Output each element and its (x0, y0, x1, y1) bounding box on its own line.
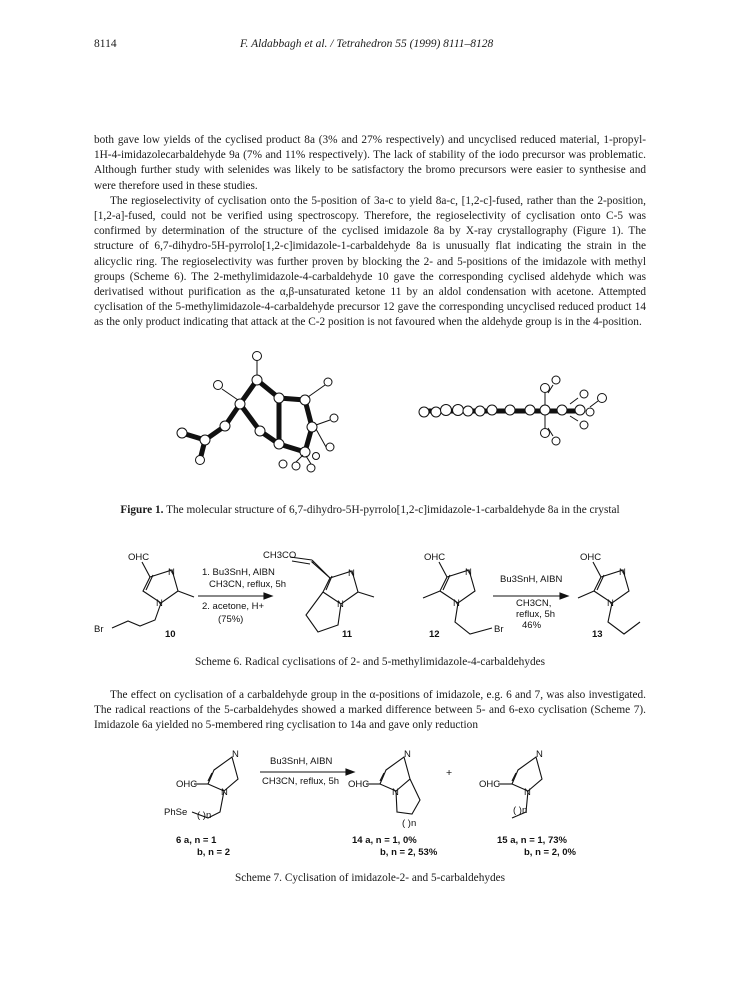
scheme6-cond-b-2: CH3CN, (516, 598, 552, 609)
compound-14a-label: 14 a, n = 1, 0% (352, 835, 417, 846)
scheme7-cond-1: Bu3SnH, AIBN (270, 756, 333, 767)
compound-12-label: 12 (429, 629, 440, 640)
br-label-12: Br (494, 624, 504, 635)
paragraph-3: The effect on cyclisation of a carbaldehyde group in the α-positions of imidazole, e.g. 6 and 7, was also investigated. The radical reactions of the 5-carbaldehydes showed a marked difference between 5- and 6-exo cyclisation (Scheme 7). Imidazole 6a yielded no 5-membered ring cyclisation to 14a and gave only reduction (94, 689, 646, 732)
compound-11-label: 11 (342, 629, 353, 640)
n-label-12b: N (453, 598, 460, 609)
compound-15b-label: b, n = 2, 0% (524, 847, 577, 858)
scheme-6-caption: Scheme 6. Radical cyclisations of 2- and 5-methylimidazole-4-carbaldehydes (194, 656, 546, 668)
n-label-11a: N (348, 568, 355, 579)
n-label-6a: N (232, 749, 239, 760)
n-label-11b: N (337, 599, 344, 610)
n-label-10b: N (156, 598, 163, 609)
ohc-label-6: OHC (176, 779, 198, 790)
compound-6b-label: b, n = 2 (197, 847, 230, 858)
scheme6-cond-a-3: 2. acetone, H+ (202, 601, 265, 612)
scheme6-cond-b-1: Bu3SnH, AIBN (500, 574, 563, 585)
ohc-label-12: OHC (424, 552, 446, 563)
scheme6-cond-a-2: CH3CN, reflux, 5h (209, 579, 287, 590)
br-label-10: Br (94, 624, 104, 635)
ohc-label-10: OHC (128, 552, 150, 563)
n-label-10a: N (168, 567, 175, 578)
n-label-13b: N (607, 598, 614, 609)
ch3co-label-11: CH3CO (263, 550, 297, 561)
plus-sign: + (446, 767, 453, 779)
running-head: F. Aldabbagh et al. / Tetrahedron 55 (1999) 8111–8128 (240, 38, 494, 50)
n-sub-label-6: ( )n (197, 810, 212, 821)
ohc-label-13: OHC (580, 552, 602, 563)
scheme6-cond-a-4: (75%) (218, 614, 244, 625)
n-label-12a: N (465, 567, 472, 578)
figure-1-caption-label: Figure 1. (120, 504, 164, 516)
n-label-15a: N (536, 749, 543, 760)
n-label-15b: N (524, 787, 531, 798)
n-sub-label-14: ( )n (402, 818, 417, 829)
compound-10-label: 10 (165, 629, 176, 640)
page-number: 8114 (94, 38, 117, 50)
compound-14b-label: b, n = 2, 53% (380, 847, 438, 858)
scheme6-cond-a-1: 1. Bu3SnH, AIBN (202, 567, 275, 578)
paragraph-2: The regioselectivity of cyclisation onto the 5-position of 3a-c to yield 8a-c, [1,2-c]-fused, rather than the 2-position, [1,2-a]-fused, could not be verified using spectroscopy. Therefore, the regioselectivity of cyclisation onto C-5 was confirmed by determination of the structure of the cyclised imidazole 8a by X-ray crystallography (Figure 1). The structure of 6,7-dihydro-5H-pyrrolo[1,2-c]imidazole-1-carbaldehyde 8a is unusually flat indicating the strain in the alicyclic ring. The regioselectivity was further proven by blocking the 2- and 5-positions of the imidazole with methyl groups (Scheme 6). The 2-methylimidazole-4-carbaldehyde 10 gave the corresponding cyclised aldehyde which was derivatised without purification as the α,β-unsaturated ketone 11 by an aldol condensation with acetone. Attempted cyclisation of the 5-methylimidazole-4-carbaldehyde precursor 12 gave the corresponding uncyclised reduced product 14 as the only product indicating that attack at the C-2 position is not favoured when the aldehyde group is in the 4-position. (94, 194, 646, 329)
ohc-label-14: OHC (348, 779, 370, 790)
scheme-7-caption: Scheme 7. Cyclisation of imidazole-2- and 5-carbaldehydes (234, 872, 506, 884)
phse-label-6: PhSe (164, 807, 188, 818)
n-label-14b: N (392, 787, 399, 798)
paragraph-1: both gave low yields of the cyclised product 8a (3% and 27% respectively) and uncyclised reduced material, 1-propyl-1H-4-imidazolecarbaldehyde 9a (7% and 11% respectively). The lack of stability of the iodo precursor was problematic. Although further study with selenides was likely to be satisfactory the bromo precursors were easier to synthesise and were therefore used in these studies. (94, 134, 646, 192)
scheme6-cond-b-4: 46% (522, 620, 542, 631)
compound-15a-label: 15 a, n = 1, 73% (497, 835, 567, 846)
scheme6-cond-b-3: reflux, 5h (516, 609, 556, 620)
n-label-14a: N (404, 749, 411, 760)
ohc-label-15: OHC (479, 779, 501, 790)
scheme7-cond-2: CH3CN, reflux, 5h (262, 776, 340, 787)
figure-1-caption-text: The molecular structure of 6,7-dihydro-5H-pyrrolo[1,2-c]imidazole-1-carbaldehyde 8a in the crystal (166, 504, 620, 516)
n-label-6b: N (221, 787, 228, 798)
n-label-13a: N (619, 567, 626, 578)
compound-13-label: 13 (592, 629, 603, 640)
compound-6a-label: 6 a, n = 1 (176, 835, 217, 846)
n-sub-label-15: ( )n (513, 805, 528, 816)
